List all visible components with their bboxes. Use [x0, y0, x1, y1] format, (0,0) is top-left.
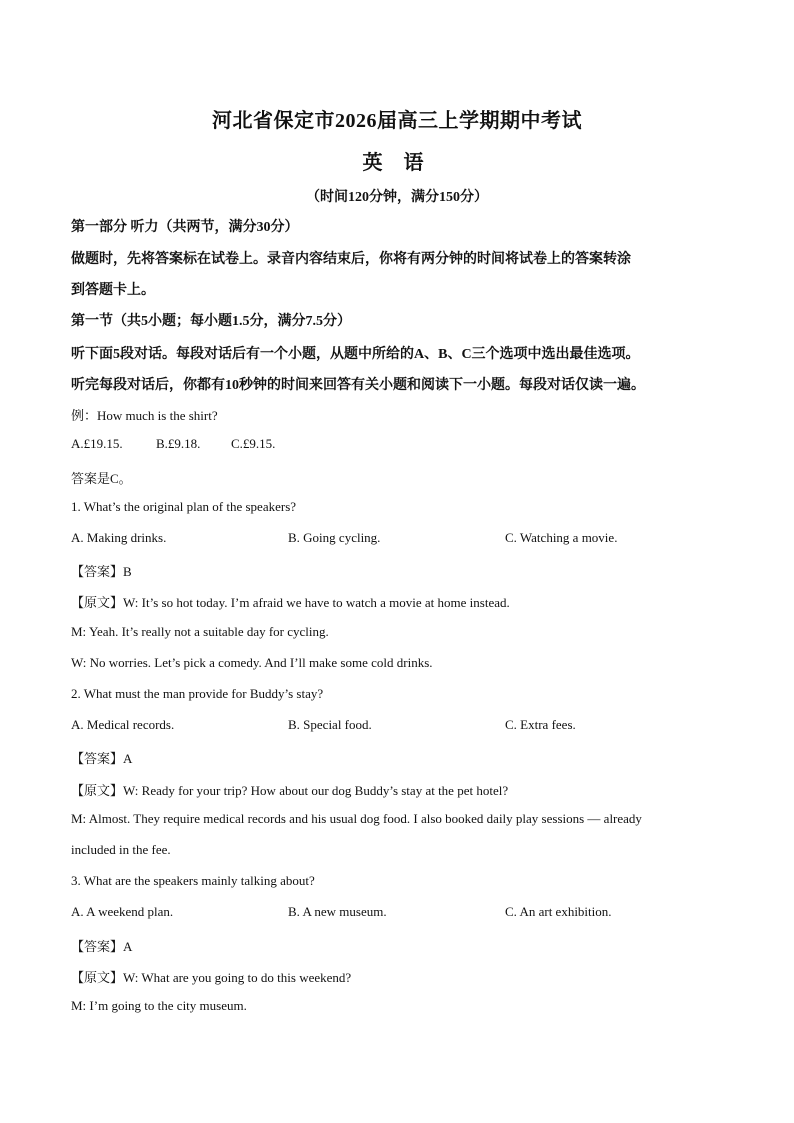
part1-instruction-line2: 到答题卡上。 [71, 283, 155, 298]
example-answer: 答案是C。 [71, 471, 132, 486]
q3-answer: 【答案】A [71, 939, 133, 954]
section1-heading: 第一节（共5小题；每小题1.5分，满分7.5分） [71, 314, 351, 329]
q1-transcript-line2: M: Yeah. It’s really not a suitable day for cycling. [71, 624, 329, 639]
q2-option-b: B. Special food. [288, 717, 372, 732]
example-option-a: A.£19.15. [71, 436, 123, 451]
subject-title: 英 语 [362, 152, 432, 174]
q1-option-a: A. Making drinks. [71, 530, 167, 545]
exam-title: 河北省保定市2026届高三上学期期中考试 [212, 110, 582, 132]
section1-instruction-line2: 听完每段对话后，你都有10秒钟的时间来回答有关小题和阅读下一小题。每段对话仅读一遍。 [71, 378, 645, 393]
part1-instruction-line1: 做题时，先将答案标在试卷上。录音内容结束后，你将有两分钟的时间将试卷上的答案转涂 [71, 252, 631, 267]
q3-transcript-line2: M: I’m going to the city museum. [71, 998, 247, 1013]
q3-option-b: B. A new museum. [288, 904, 387, 919]
q3-option-c: C. An art exhibition. [505, 904, 612, 919]
q2-transcript-line1: 【原文】W: Ready for your trip? How about our dog Buddy’s stay at the pet hotel? [71, 783, 509, 798]
question-3: 3. What are the speakers mainly talking about? [71, 873, 315, 888]
q1-answer: 【答案】B [71, 564, 132, 579]
section1-instruction-line1: 听下面5段对话。每段对话后有一个小题，从题中所给的A、B、C三个选项中选出最佳选项。 [71, 347, 640, 362]
example-option-b: B.£9.18. [156, 436, 201, 451]
q2-transcript-line2: M: Almost. They require medical records and his usual dog food. I also booked daily play sessions — already [71, 811, 642, 826]
q2-option-a: A. Medical records. [71, 717, 175, 732]
part1-heading: 第一部分 听力（共两节，满分30分） [71, 220, 299, 235]
q1-option-b: B. Going cycling. [288, 530, 381, 545]
example-question: 例：How much is the shirt? [71, 408, 218, 423]
question-1: 1. What’s the original plan of the speakers? [71, 499, 297, 514]
q3-transcript-line1: 【原文】W: What are you going to do this weekend? [71, 970, 352, 985]
q3-option-a: A. A weekend plan. [71, 904, 174, 919]
example-option-c: C.£9.15. [231, 436, 276, 451]
q2-answer: 【答案】A [71, 751, 133, 766]
q2-transcript-line3: included in the fee. [71, 842, 171, 857]
q1-transcript-line3: W: No worries. Let’s pick a comedy. And I’ll make some cold drinks. [71, 655, 433, 670]
q1-option-c: C. Watching a movie. [505, 530, 618, 545]
q1-transcript-line1: 【原文】W: It’s so hot today. I’m afraid we have to watch a movie at home instead. [71, 595, 510, 610]
question-2: 2. What must the man provide for Buddy’s stay? [71, 686, 324, 701]
time-info: （时间120分钟，满分150分） [306, 190, 488, 205]
q2-option-c: C. Extra fees. [505, 717, 576, 732]
